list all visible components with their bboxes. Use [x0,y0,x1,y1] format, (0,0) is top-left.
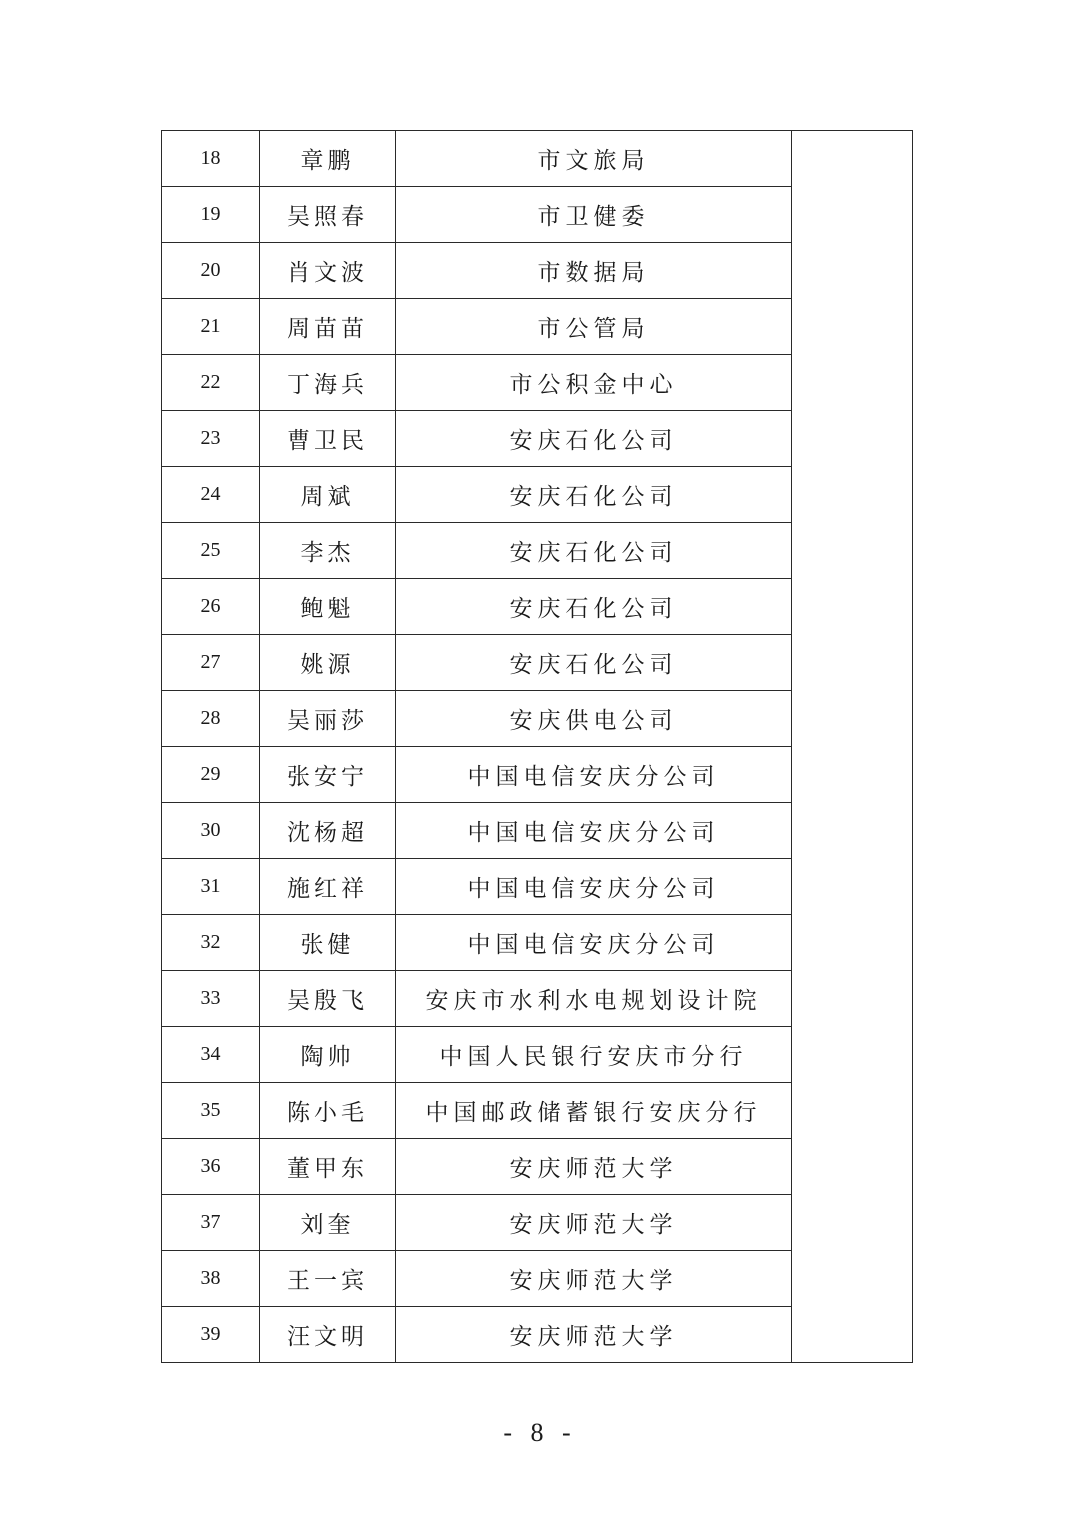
row-number: 29 [162,747,260,803]
row-number: 25 [162,523,260,579]
row-number: 31 [162,859,260,915]
row-number: 36 [162,1139,260,1195]
row-number: 35 [162,1083,260,1139]
work-unit: 安庆石化公司 [396,411,792,467]
roster-table [161,130,913,1363]
person-name: 周斌 [260,467,396,523]
row-number: 22 [162,355,260,411]
work-unit: 中国电信安庆分公司 [396,915,792,971]
work-unit: 安庆石化公司 [396,635,792,691]
person-name: 丁海兵 [260,355,396,411]
person-name: 吴殷飞 [260,971,396,1027]
person-name: 吴照春 [260,187,396,243]
work-unit: 安庆师范大学 [396,1139,792,1195]
row-number: 23 [162,411,260,467]
person-name: 陈小毛 [260,1083,396,1139]
person-name: 董甲东 [260,1139,396,1195]
work-unit: 中国电信安庆分公司 [396,803,792,859]
work-unit: 市文旅局 [396,131,792,187]
person-name: 陶帅 [260,1027,396,1083]
person-name: 汪文明 [260,1307,396,1363]
person-name: 王一宾 [260,1251,396,1307]
work-unit: 安庆师范大学 [396,1307,792,1363]
work-unit: 市公管局 [396,299,792,355]
row-number: 28 [162,691,260,747]
person-name: 张健 [260,915,396,971]
work-unit: 市数据局 [396,243,792,299]
person-name: 施红祥 [260,859,396,915]
person-name: 吴丽莎 [260,691,396,747]
person-name: 刘奎 [260,1195,396,1251]
row-number: 19 [162,187,260,243]
row-number: 32 [162,915,260,971]
work-unit: 安庆石化公司 [396,523,792,579]
row-number: 21 [162,299,260,355]
remarks-column [792,131,913,1363]
row-number: 30 [162,803,260,859]
work-unit: 市公积金中心 [396,355,792,411]
row-number: 39 [162,1307,260,1363]
row-number: 37 [162,1195,260,1251]
row-number: 20 [162,243,260,299]
work-unit: 市卫健委 [396,187,792,243]
work-unit: 安庆供电公司 [396,691,792,747]
person-name: 沈杨超 [260,803,396,859]
row-number: 38 [162,1251,260,1307]
page-number: - 8 - [503,1418,577,1447]
row-number: 24 [162,467,260,523]
work-unit: 安庆市水利水电规划设计院 [396,971,792,1027]
person-name: 周苗苗 [260,299,396,355]
work-unit: 中国人民银行安庆市分行 [396,1027,792,1083]
row-number: 33 [162,971,260,1027]
work-unit: 安庆师范大学 [396,1251,792,1307]
row-number: 18 [162,131,260,187]
work-unit: 中国电信安庆分公司 [396,747,792,803]
work-unit: 安庆石化公司 [396,467,792,523]
work-unit: 安庆石化公司 [396,579,792,635]
person-name: 张安宁 [260,747,396,803]
table-row [162,131,913,187]
work-unit: 中国电信安庆分公司 [396,859,792,915]
person-name: 姚源 [260,635,396,691]
row-number: 26 [162,579,260,635]
person-name: 肖文波 [260,243,396,299]
person-name: 章鹏 [260,131,396,187]
row-number: 34 [162,1027,260,1083]
work-unit: 中国邮政储蓄银行安庆分行 [396,1083,792,1139]
person-name: 鲍魁 [260,579,396,635]
work-unit: 安庆师范大学 [396,1195,792,1251]
person-name: 李杰 [260,523,396,579]
row-number: 27 [162,635,260,691]
person-name: 曹卫民 [260,411,396,467]
